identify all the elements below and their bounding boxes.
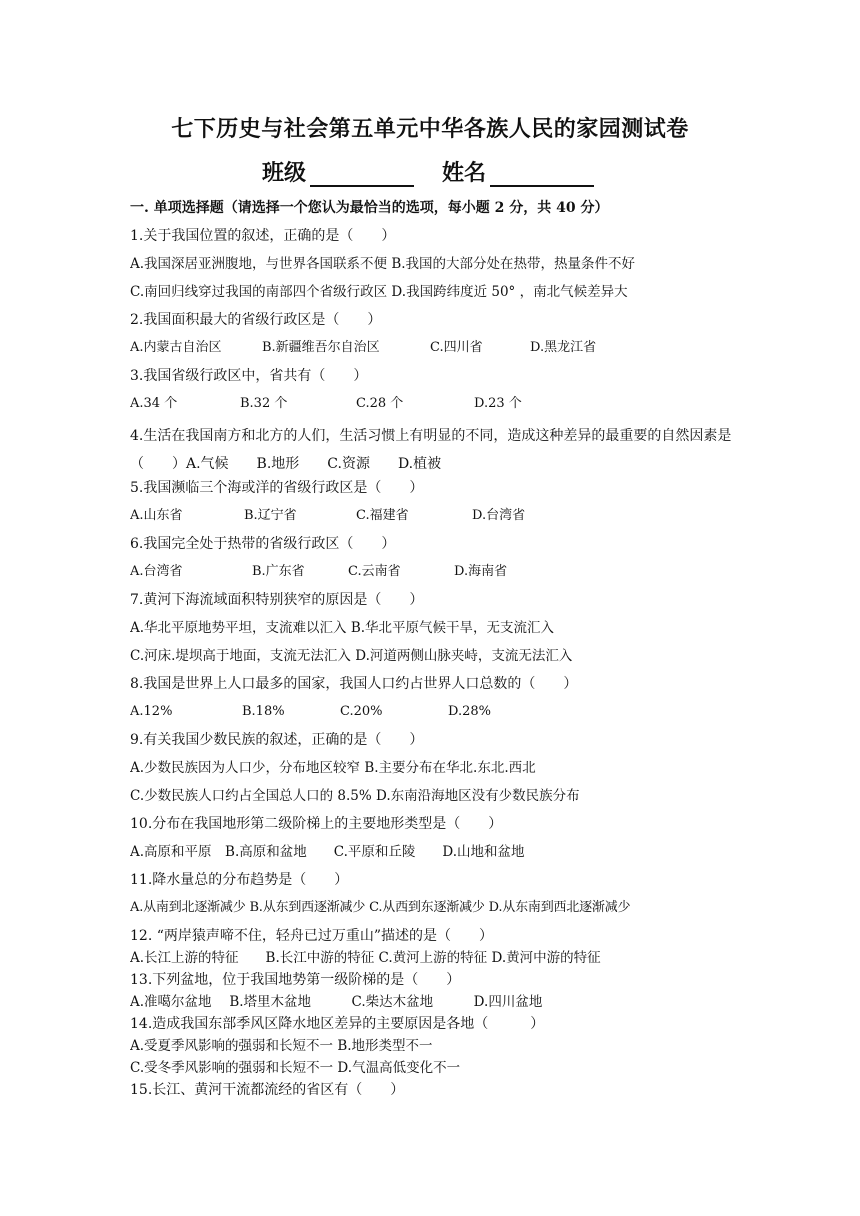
student-info — [0, 156, 860, 187]
option: D.23 个 — [474, 396, 522, 411]
option-line: C.受冬季风影响的强弱和长短不一 D.气温高低变化不一 — [130, 1060, 461, 1076]
option-row — [130, 562, 750, 590]
option: C.28 个 — [356, 396, 404, 411]
option: C.福建省 — [356, 508, 409, 523]
name-blank[interactable] — [490, 163, 594, 187]
question-stem: 6.我国完全处于热带的省级行政区（ ） — [130, 536, 396, 552]
option-line: A.长江上游的特征 B.长江中游的特征 C.黄河上游的特征 D.黄河中游的特征 — [130, 950, 601, 966]
option-line: C.少数民族人口约占全国总人口的 8.5% D.东南沿海地区没有少数民族分布 — [130, 788, 580, 804]
question-stem: 1.关于我国位置的叙述，正确的是（ ） — [130, 228, 396, 244]
option: A.台湾省 — [130, 564, 183, 579]
question-stem: 8.我国是世界上人口最多的国家，我国人口约占世界人口总数的（ ） — [130, 676, 578, 692]
option: A.山东省 — [130, 508, 183, 523]
option-line: C.南回归线穿过我国的南部四个省级行政区 D.我国跨纬度近 50° ，南北气候差异大 — [130, 284, 628, 300]
option: A.34 个 — [130, 396, 178, 411]
option-row — [130, 338, 750, 366]
option: D.海南省 — [454, 564, 508, 579]
option-row — [130, 506, 750, 534]
option: B.辽宁省 — [244, 508, 297, 523]
question-stem: 14.造成我国东部季风区降水地区差异的主要原因是各地（ ） — [130, 1016, 545, 1032]
option-line: A.少数民族因为人口少，分布地区较窄 B.主要分布在华北.东北.西北 — [130, 760, 536, 776]
class-label: 班级 — [261, 160, 306, 186]
question-list — [130, 198, 750, 1102]
option-row — [130, 394, 750, 422]
option: B.广东省 — [252, 564, 305, 579]
question-stem: 15.长江、黄河干流都流经的省区有（ ） — [130, 1082, 405, 1098]
question-stem: 3.我国省级行政区中，省共有（ ） — [130, 368, 368, 384]
option: D.28% — [448, 704, 491, 719]
question-stem: 11.降水量总的分布趋势是（ ） — [130, 872, 349, 888]
option-line: A.准噶尔盆地 B.塔里木盆地 C.柴达木盆地 D.四川盆地 — [130, 994, 543, 1010]
option: C.四川省 — [430, 340, 483, 355]
option: A.12% — [130, 704, 173, 719]
question-stem: 12. “两岸猿声啼不住，轻舟已过万重山”描述的是（ ） — [130, 928, 494, 944]
page-title: 七下历史与社会第五单元中华各族人民的家园测试卷 — [171, 116, 689, 142]
option-line: A.华北平原地势平坦，支流难以汇入 B.华北平原气候干旱，无支流汇入 — [130, 620, 555, 636]
question-stem: 2.我国面积最大的省级行政区是（ ） — [130, 312, 382, 328]
option-line: A.高原和平原 B.高原和盆地 C.平原和丘陵 D.山地和盆地 — [130, 844, 525, 860]
question-stem: 9.有关我国少数民族的叙述，正确的是（ ） — [130, 732, 424, 748]
option: C.20% — [340, 704, 383, 719]
class-blank[interactable] — [310, 163, 414, 187]
option-row — [130, 702, 750, 730]
option: B.18% — [242, 704, 285, 719]
option-line: A.我国深居亚洲腹地，与世界各国联系不便 B.我国的大部分处在热带，热量条件不好 — [130, 256, 636, 272]
section-heading: 一. 单项选择题（请选择一个您认为最恰当的选项，每小题 2 分，共 40 分） — [130, 200, 609, 216]
option: B.32 个 — [240, 396, 288, 411]
option: A.内蒙古自治区 — [130, 340, 222, 355]
question-stem: 4.生活在我国南方和北方的人们，生活习惯上有明显的不同，造成这种差异的最重要的自然因素是（ ）A.气候 B.地形 C.资源 D.植被 — [130, 428, 732, 472]
question-stem: 13.下列盆地，位于我国地势第一级阶梯的是（ ） — [130, 972, 461, 988]
option: B.新疆维吾尔自治区 — [262, 340, 380, 355]
option: C.云南省 — [348, 564, 401, 579]
option: D.台湾省 — [472, 508, 526, 523]
name-label: 姓名 — [442, 160, 487, 186]
option-line: C.河床.堤坝高于地面，支流无法汇入 D.河道两侧山脉夹峙，支流无法汇入 — [130, 648, 573, 664]
option-line: A.受夏季风影响的强弱和长短不一 B.地形类型不一 — [130, 1038, 433, 1054]
option-line: A.从南到北逐渐减少 B.从东到西逐渐减少 C.从西到东逐渐减少 D.从东南到西北逐渐减少 — [130, 900, 631, 915]
option: D.黑龙江省 — [530, 340, 597, 355]
question-stem: 7.黄河下海流域面积特别狭窄的原因是（ ） — [130, 592, 424, 608]
question-stem: 5.我国濒临三个海或洋的省级行政区是（ ） — [130, 480, 424, 496]
question-stem: 10.分布在我国地形第二级阶梯上的主要地形类型是（ ） — [130, 816, 503, 832]
